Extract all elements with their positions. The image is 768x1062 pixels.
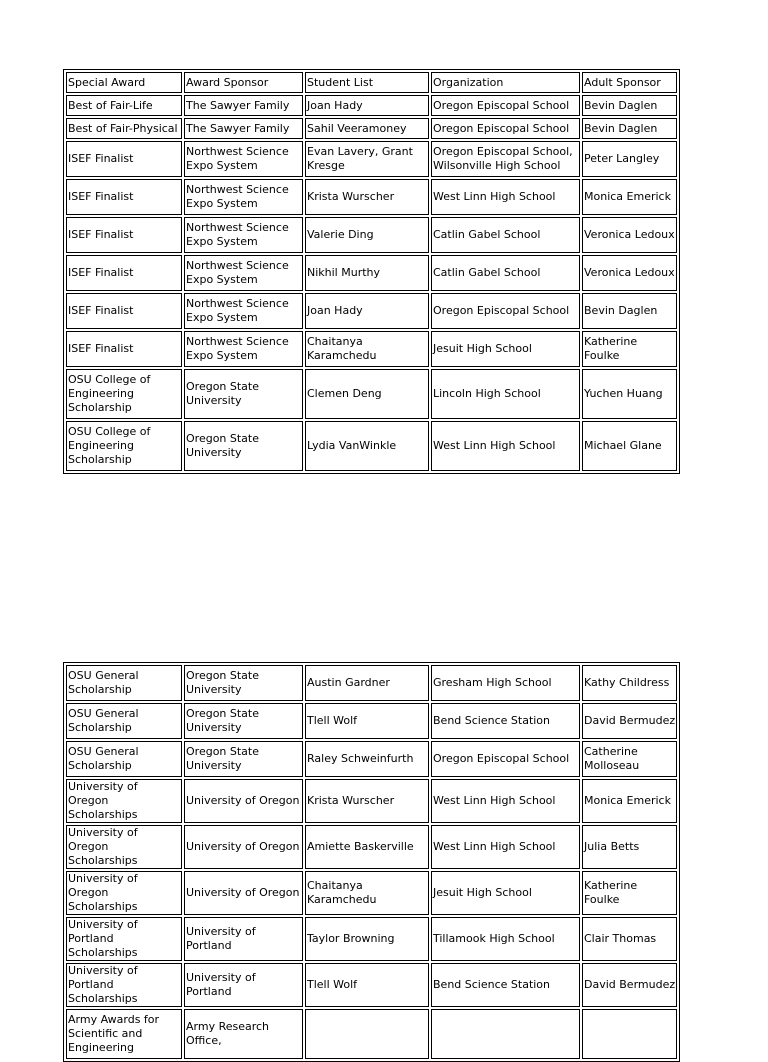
cell-text: David Bermudez bbox=[584, 978, 676, 991]
cell-text: Northwest Science Expo System bbox=[186, 335, 289, 362]
cell-text: Chaitanya Karamchedu bbox=[307, 879, 377, 906]
cell-text: Oregon Episcopal School, Wilsonville High School bbox=[433, 145, 573, 172]
table-cell-award-sponsor bbox=[184, 963, 303, 1007]
table-cell-adult-sponsor bbox=[582, 703, 677, 739]
table-cell-special-award bbox=[66, 72, 182, 93]
table-cell-student-list bbox=[305, 665, 429, 701]
cell-text: Jesuit High School bbox=[433, 342, 532, 355]
table-cell-award-sponsor bbox=[184, 741, 303, 777]
table-row bbox=[66, 665, 677, 701]
table-cell-adult-sponsor bbox=[582, 1009, 677, 1059]
table-cell-award-sponsor bbox=[184, 72, 303, 93]
cell-text: Sahil Veeramoney bbox=[307, 121, 407, 135]
cell-text: Katherine Foulke bbox=[584, 879, 638, 906]
table-cell-award-sponsor bbox=[184, 179, 303, 215]
cell-text: Oregon Episcopal School bbox=[433, 121, 570, 135]
table-cell-award-sponsor bbox=[184, 917, 303, 961]
table-cell-student-list bbox=[305, 779, 429, 823]
table-cell-student-list bbox=[305, 741, 429, 777]
cell-text: West Linn High School bbox=[433, 794, 556, 807]
cell-text: Taylor Browning bbox=[307, 932, 395, 945]
cell-text: Yuchen Huang bbox=[584, 387, 663, 400]
table-cell-organization bbox=[431, 779, 580, 823]
table-row bbox=[66, 118, 677, 139]
table-cell-adult-sponsor bbox=[582, 369, 677, 419]
table-cell-special-award bbox=[66, 369, 182, 419]
cell-text: University of Portland bbox=[186, 925, 256, 952]
table-cell-adult-sponsor bbox=[582, 331, 677, 367]
table-cell-organization bbox=[431, 331, 580, 367]
table-cell-special-award bbox=[66, 871, 182, 915]
table-cell-award-sponsor bbox=[184, 118, 303, 139]
table-cell-award-sponsor bbox=[184, 871, 303, 915]
cell-text: Student List bbox=[307, 75, 374, 89]
table-row bbox=[66, 369, 677, 419]
cell-text: Northwest Science Expo System bbox=[186, 145, 289, 172]
cell-text: Joan Hady bbox=[307, 98, 363, 112]
cell-text: University of Portland Scholarships bbox=[68, 918, 138, 959]
cell-text: Bend Science Station bbox=[433, 714, 551, 727]
cell-text: West Linn High School bbox=[433, 190, 556, 203]
cell-text: Chaitanya Karamchedu bbox=[307, 335, 377, 362]
table-cell-adult-sponsor bbox=[582, 217, 677, 253]
table-cell-student-list bbox=[305, 293, 429, 329]
cell-text: Tlell Wolf bbox=[307, 714, 358, 727]
cell-text: Special Award bbox=[68, 75, 146, 89]
cell-text: University of Portland Scholarships bbox=[68, 964, 138, 1005]
table-row bbox=[66, 179, 677, 215]
cell-text: Army Research Office, bbox=[186, 1020, 270, 1047]
table-row bbox=[66, 871, 677, 915]
cell-text: University of Oregon Scholarships bbox=[68, 780, 138, 821]
table-cell-special-award bbox=[66, 179, 182, 215]
table-cell-student-list bbox=[305, 217, 429, 253]
cell-text: Oregon State University bbox=[186, 669, 260, 696]
cell-text: David Bermudez bbox=[584, 714, 676, 727]
table-cell-organization bbox=[431, 703, 580, 739]
table-cell-adult-sponsor bbox=[582, 871, 677, 915]
table-cell-special-award bbox=[66, 665, 182, 701]
table-cell-organization bbox=[431, 179, 580, 215]
cell-text: ISEF Finalist bbox=[68, 266, 134, 279]
table-row bbox=[66, 779, 677, 823]
cell-text: Clair Thomas bbox=[584, 932, 657, 945]
table-cell-organization bbox=[431, 741, 580, 777]
table-cell-award-sponsor bbox=[184, 293, 303, 329]
table-cell-special-award bbox=[66, 421, 182, 471]
table-cell-award-sponsor bbox=[184, 703, 303, 739]
table-cell-student-list bbox=[305, 703, 429, 739]
table-row bbox=[66, 331, 677, 367]
cell-text: Clemen Deng bbox=[307, 387, 382, 400]
table-cell-student-list bbox=[305, 179, 429, 215]
table-cell-student-list bbox=[305, 917, 429, 961]
table-row bbox=[66, 293, 677, 329]
cell-text: Best of Fair-Physical bbox=[68, 121, 178, 135]
table-cell-organization bbox=[431, 141, 580, 177]
cell-text: Peter Langley bbox=[584, 152, 660, 165]
cell-text: Oregon Episcopal School bbox=[433, 752, 570, 765]
table-cell-student-list bbox=[305, 141, 429, 177]
table-cell-award-sponsor bbox=[184, 369, 303, 419]
cell-text: Catherine Molloseau bbox=[584, 745, 640, 772]
table-cell-student-list bbox=[305, 871, 429, 915]
table-cell-adult-sponsor bbox=[582, 779, 677, 823]
cell-text: OSU General Scholarship bbox=[68, 669, 139, 696]
awards-table-2-body bbox=[66, 665, 677, 1059]
table-row bbox=[66, 217, 677, 253]
table-cell-organization bbox=[431, 917, 580, 961]
table-cell-organization bbox=[431, 369, 580, 419]
cell-text: Tlell Wolf bbox=[307, 978, 358, 991]
table-cell-special-award bbox=[66, 703, 182, 739]
cell-text: Bevin Daglen bbox=[584, 304, 658, 317]
table-cell-student-list bbox=[305, 331, 429, 367]
cell-text: Amiette Baskerville bbox=[307, 840, 414, 853]
cell-text: West Linn High School bbox=[433, 840, 556, 853]
table-cell-special-award bbox=[66, 741, 182, 777]
cell-text: Catlin Gabel School bbox=[433, 228, 541, 241]
table-cell-adult-sponsor bbox=[582, 421, 677, 471]
table-cell-award-sponsor bbox=[184, 1009, 303, 1059]
awards-table-1 bbox=[63, 69, 680, 474]
table-cell-student-list bbox=[305, 72, 429, 93]
cell-text: Northwest Science Expo System bbox=[186, 183, 289, 210]
cell-text: Joan Hady bbox=[307, 304, 363, 317]
cell-text: Katherine Foulke bbox=[584, 335, 638, 362]
table-row bbox=[66, 917, 677, 961]
cell-text: Lincoln High School bbox=[433, 387, 541, 400]
cell-text: Krista Wurscher bbox=[307, 794, 395, 807]
table-row bbox=[66, 95, 677, 116]
cell-text: ISEF Finalist bbox=[68, 304, 134, 317]
table-cell-special-award bbox=[66, 917, 182, 961]
cell-text: University of Oregon Scholarships bbox=[68, 826, 138, 867]
cell-text: Oregon State University bbox=[186, 745, 260, 772]
cell-text: Julia Betts bbox=[584, 840, 640, 853]
cell-text: Gresham High School bbox=[433, 676, 552, 689]
cell-text: Jesuit High School bbox=[433, 886, 532, 899]
table-cell-adult-sponsor bbox=[582, 825, 677, 869]
cell-text: Bevin Daglen bbox=[584, 121, 658, 135]
table-cell-award-sponsor bbox=[184, 217, 303, 253]
table-cell-adult-sponsor bbox=[582, 917, 677, 961]
cell-text: ISEF Finalist bbox=[68, 228, 134, 241]
cell-text: OSU General Scholarship bbox=[68, 745, 139, 772]
cell-text: Bevin Daglen bbox=[584, 98, 658, 112]
cell-text: The Sawyer Family bbox=[186, 121, 290, 135]
cell-text: Lydia VanWinkle bbox=[307, 439, 397, 452]
cell-text: Adult Sponsor bbox=[584, 75, 661, 89]
cell-text: University of Oregon Scholarships bbox=[68, 872, 138, 913]
cell-text: Award Sponsor bbox=[186, 75, 269, 89]
table-cell-adult-sponsor bbox=[582, 179, 677, 215]
table-cell-special-award bbox=[66, 825, 182, 869]
cell-text: Kathy Childress bbox=[584, 676, 670, 689]
cell-text: Oregon Episcopal School bbox=[433, 98, 570, 112]
cell-text: OSU College of Engineering Scholarship bbox=[68, 425, 151, 466]
table-cell-student-list bbox=[305, 255, 429, 291]
cell-text: University of Oregon bbox=[186, 840, 300, 853]
cell-text: Catlin Gabel School bbox=[433, 266, 541, 279]
cell-text: Valerie Ding bbox=[307, 228, 374, 241]
table-cell-award-sponsor bbox=[184, 421, 303, 471]
table-cell-adult-sponsor bbox=[582, 741, 677, 777]
table-cell-award-sponsor bbox=[184, 141, 303, 177]
cell-text: Monica Emerick bbox=[584, 794, 671, 807]
table-cell-special-award bbox=[66, 779, 182, 823]
table-cell-special-award bbox=[66, 95, 182, 116]
table-cell-award-sponsor bbox=[184, 825, 303, 869]
cell-text: Krista Wurscher bbox=[307, 190, 395, 203]
cell-text: Tillamook High School bbox=[433, 932, 555, 945]
cell-text: Army Awards for Scientific and Engineering bbox=[68, 1013, 160, 1054]
table-cell-organization bbox=[431, 871, 580, 915]
table-cell-special-award bbox=[66, 141, 182, 177]
table-cell-award-sponsor bbox=[184, 331, 303, 367]
table-cell-student-list bbox=[305, 1009, 429, 1059]
table-cell-adult-sponsor bbox=[582, 963, 677, 1007]
table-cell-adult-sponsor bbox=[582, 293, 677, 329]
table-cell-special-award bbox=[66, 255, 182, 291]
cell-text: Veronica Ledoux bbox=[584, 266, 675, 279]
table-cell-organization bbox=[431, 1009, 580, 1059]
table-cell-special-award bbox=[66, 331, 182, 367]
table-row bbox=[66, 963, 677, 1007]
table-cell-student-list bbox=[305, 963, 429, 1007]
table-cell-special-award bbox=[66, 118, 182, 139]
table-cell-adult-sponsor bbox=[582, 665, 677, 701]
table-cell-organization bbox=[431, 963, 580, 1007]
table-cell-organization bbox=[431, 293, 580, 329]
cell-text: University of Portland bbox=[186, 971, 256, 998]
cell-text: Northwest Science Expo System bbox=[186, 221, 289, 248]
table-cell-award-sponsor bbox=[184, 665, 303, 701]
table-cell-organization bbox=[431, 95, 580, 116]
cell-text: University of Oregon bbox=[186, 886, 300, 899]
cell-text: ISEF Finalist bbox=[68, 342, 134, 355]
cell-text: Organization bbox=[433, 75, 504, 89]
table-cell-student-list bbox=[305, 369, 429, 419]
cell-text: OSU College of Engineering Scholarship bbox=[68, 373, 151, 414]
cell-text: University of Oregon bbox=[186, 794, 300, 807]
cell-text: Oregon Episcopal School bbox=[433, 304, 570, 317]
cell-text: Northwest Science Expo System bbox=[186, 297, 289, 324]
table-row bbox=[66, 255, 677, 291]
table-row bbox=[66, 421, 677, 471]
cell-text: Michael Glane bbox=[584, 439, 662, 452]
table-cell-organization bbox=[431, 665, 580, 701]
cell-text: Monica Emerick bbox=[584, 190, 671, 203]
table-cell-student-list bbox=[305, 825, 429, 869]
cell-text: The Sawyer Family bbox=[186, 98, 290, 112]
table-cell-organization bbox=[431, 118, 580, 139]
table-cell-organization bbox=[431, 72, 580, 93]
table-cell-special-award bbox=[66, 963, 182, 1007]
table-cell-award-sponsor bbox=[184, 95, 303, 116]
cell-text: Oregon State University bbox=[186, 380, 260, 407]
table-row bbox=[66, 825, 677, 869]
cell-text: Raley Schweinfurth bbox=[307, 752, 414, 765]
table-row bbox=[66, 741, 677, 777]
table-row bbox=[66, 72, 677, 93]
cell-text: ISEF Finalist bbox=[68, 152, 134, 165]
awards-table-1-body bbox=[66, 72, 677, 471]
table-cell-award-sponsor bbox=[184, 255, 303, 291]
cell-text: Best of Fair-Life bbox=[68, 98, 153, 112]
cell-text: Oregon State University bbox=[186, 707, 260, 734]
table-cell-special-award bbox=[66, 1009, 182, 1059]
table-row bbox=[66, 141, 677, 177]
table-cell-student-list bbox=[305, 95, 429, 116]
table-cell-organization bbox=[431, 255, 580, 291]
cell-text: West Linn High School bbox=[433, 439, 556, 452]
table-cell-adult-sponsor bbox=[582, 72, 677, 93]
table-cell-special-award bbox=[66, 217, 182, 253]
table-cell-special-award bbox=[66, 293, 182, 329]
table-cell-award-sponsor bbox=[184, 779, 303, 823]
awards-table-2 bbox=[63, 662, 680, 1062]
table-cell-student-list bbox=[305, 421, 429, 471]
table-row bbox=[66, 1009, 677, 1059]
table-cell-organization bbox=[431, 421, 580, 471]
cell-text: Austin Gardner bbox=[307, 676, 390, 689]
table-cell-student-list bbox=[305, 118, 429, 139]
table-cell-organization bbox=[431, 217, 580, 253]
cell-text: Oregon State University bbox=[186, 432, 260, 459]
cell-text: Veronica Ledoux bbox=[584, 228, 675, 241]
table-row bbox=[66, 703, 677, 739]
table-cell-organization bbox=[431, 825, 580, 869]
table-cell-adult-sponsor bbox=[582, 118, 677, 139]
cell-text: Evan Lavery, Grant Kresge bbox=[307, 145, 413, 172]
cell-text: Bend Science Station bbox=[433, 978, 551, 991]
cell-text: Nikhil Murthy bbox=[307, 266, 381, 279]
cell-text: OSU General Scholarship bbox=[68, 707, 139, 734]
table-cell-adult-sponsor bbox=[582, 95, 677, 116]
table-cell-adult-sponsor bbox=[582, 255, 677, 291]
cell-text: Northwest Science Expo System bbox=[186, 259, 289, 286]
table-cell-adult-sponsor bbox=[582, 141, 677, 177]
cell-text: ISEF Finalist bbox=[68, 190, 134, 203]
